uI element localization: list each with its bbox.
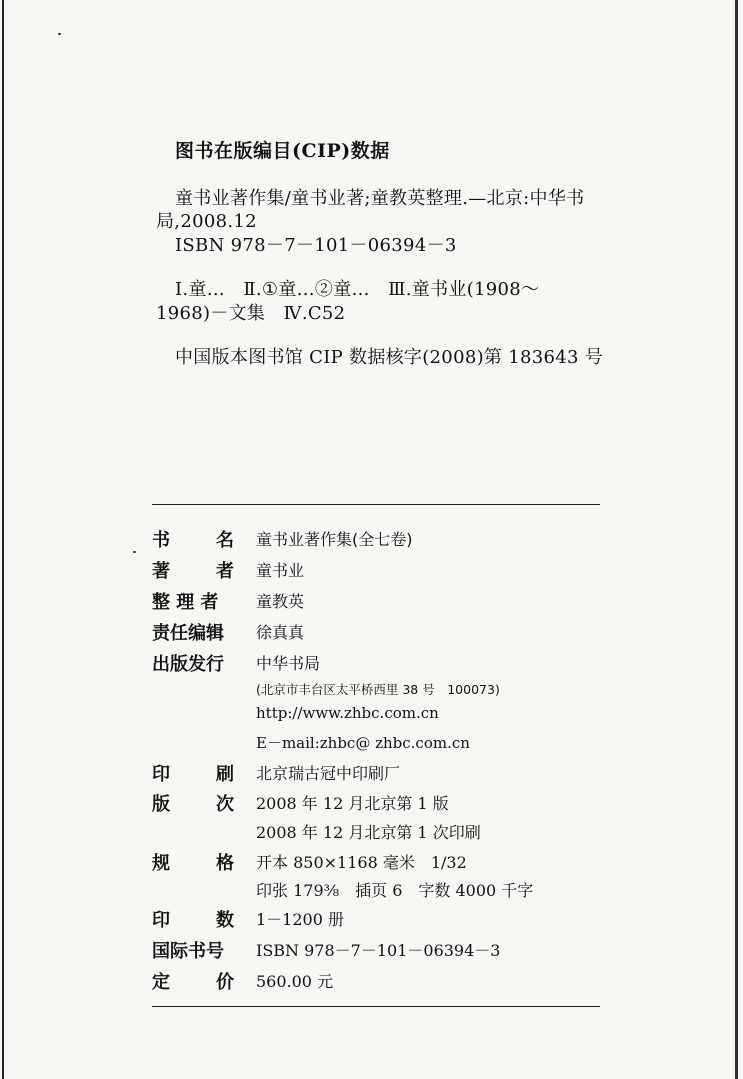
format-sheets-value: 印张 179⅜ 插页 6 字数 4000 千字 — [256, 881, 534, 900]
printer-value: 北京瑞古冠中印刷厂 — [256, 764, 401, 783]
publisher-address: (北京市丰台区太平桥西里 38 号 100073) — [256, 682, 500, 697]
price-label: 定 价 — [152, 972, 234, 993]
edition-value: 2008 年 12 月北京第 1 版 — [256, 794, 449, 813]
scan-speck — [133, 551, 136, 553]
publisher-url[interactable]: http://www.zhbc.com.cn — [256, 704, 439, 722]
cip-title: 图书在版编目(CIP)数据 — [175, 140, 390, 162]
title-label: 书 名 — [152, 530, 234, 551]
editor-label: 整 理 者 — [152, 592, 219, 613]
responsible-editor-value: 徐真真 — [256, 623, 305, 642]
cip-line-2: 局,2008.12 — [156, 211, 257, 232]
edition-label: 版 次 — [152, 794, 234, 815]
isbn-label: 国际书号 — [152, 941, 224, 962]
cip-isbn-line: ISBN 978－7－101－06394－3 — [175, 235, 457, 256]
top-rule — [152, 504, 600, 505]
cip-classification-line-1: Ⅰ.童… Ⅱ.①童…②童… Ⅲ.童书业(1908～ — [175, 279, 540, 300]
format-label: 规 格 — [152, 853, 234, 874]
scan-speck — [58, 33, 61, 35]
printer-label: 印 刷 — [152, 764, 234, 785]
editor-value: 童教英 — [256, 592, 305, 611]
author-value: 童书业 — [256, 561, 305, 580]
isbn-value: ISBN 978－7－101－06394－3 — [256, 941, 501, 960]
title-value: 童书业著作集(全七卷) — [256, 530, 413, 549]
cip-classification-line-2: 1968)－文集 Ⅳ.C52 — [156, 303, 346, 324]
printing-value: 2008 年 12 月北京第 1 次印刷 — [256, 823, 481, 842]
cip-line-1: 童书业著作集/童书业著;童教英整理.—北京:中华书 — [175, 188, 585, 209]
publisher-email[interactable]: E－mail:zhbc@ zhbc.com.cn — [256, 734, 470, 752]
responsible-editor-label: 责任编辑 — [152, 623, 224, 644]
format-value: 开本 850×1168 毫米 1/32 — [256, 853, 467, 872]
price-value: 560.00 元 — [256, 972, 334, 991]
print-run-value: 1－1200 册 — [256, 910, 344, 929]
publisher-value: 中华书局 — [256, 654, 321, 673]
print-run-label: 印 数 — [152, 910, 234, 931]
cip-registration-line: 中国版本图书馆 CIP 数据核字(2008)第 183643 号 — [175, 347, 604, 368]
bottom-rule — [152, 1006, 600, 1007]
author-label: 著 者 — [152, 561, 234, 582]
publisher-label: 出版发行 — [152, 654, 224, 675]
